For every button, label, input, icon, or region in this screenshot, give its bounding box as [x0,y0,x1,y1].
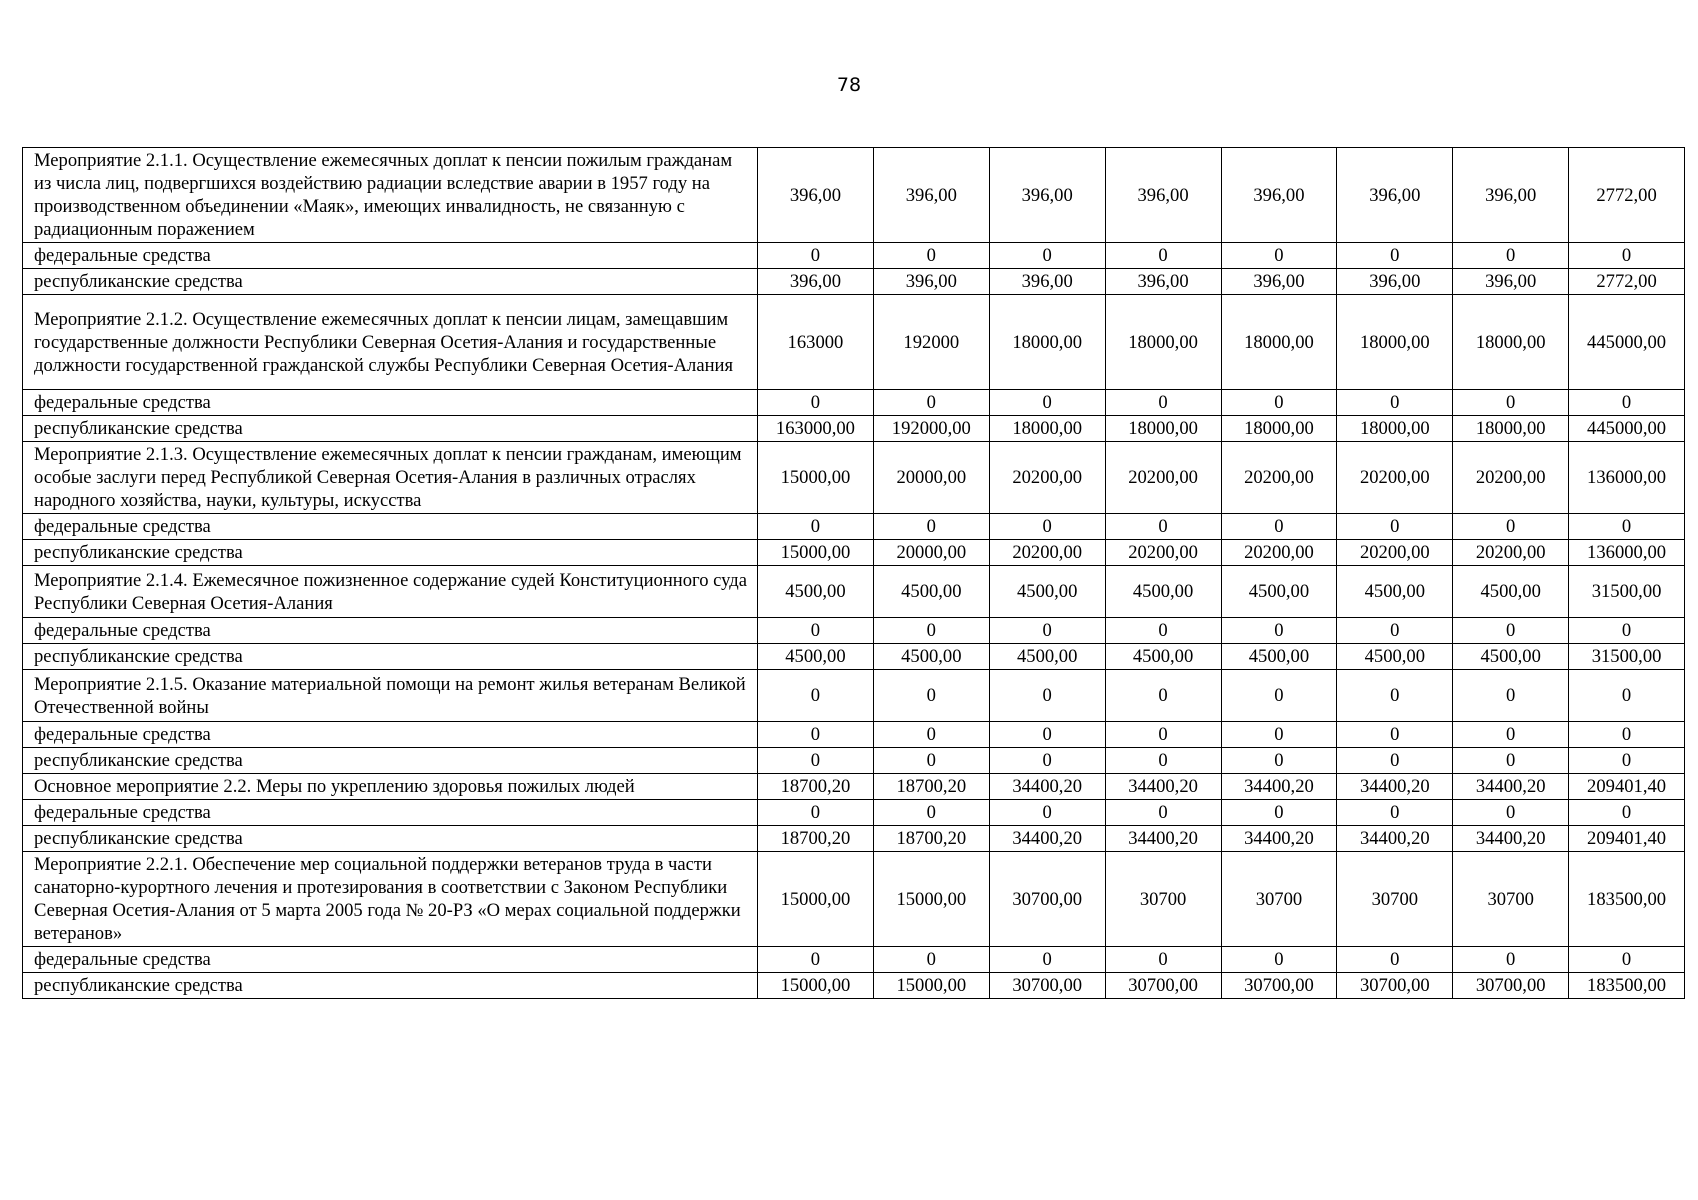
value-cell: 4500,00 [873,566,989,618]
row-label: республиканские средства [23,826,758,852]
value-cell: 30700,00 [989,973,1105,999]
value-cell: 4500,00 [1221,644,1337,670]
value-cell: 396,00 [1453,148,1569,243]
value-cell: 34400,20 [1453,774,1569,800]
value-cell: 18000,00 [1221,416,1337,442]
value-cell: 0 [1453,514,1569,540]
value-cell: 396,00 [758,148,874,243]
value-cell: 18000,00 [1221,295,1337,390]
value-cell: 20000,00 [873,540,989,566]
value-cell: 0 [873,947,989,973]
row-label: федеральные средства [23,800,758,826]
value-cell: 30700 [1337,852,1453,947]
value-cell: 4500,00 [758,644,874,670]
value-cell: 18000,00 [1453,295,1569,390]
value-cell: 0 [1453,748,1569,774]
value-cell: 396,00 [1221,148,1337,243]
value-cell: 0 [1337,748,1453,774]
value-cell: 0 [758,514,874,540]
value-cell: 0 [758,390,874,416]
value-cell: 0 [1453,390,1569,416]
value-cell: 18700,20 [873,774,989,800]
value-cell: 0 [758,947,874,973]
value-cell: 31500,00 [1569,644,1685,670]
value-cell: 20200,00 [1221,540,1337,566]
value-cell: 0 [1105,800,1221,826]
value-cell: 0 [1337,618,1453,644]
value-cell: 0 [1221,947,1337,973]
value-cell: 30700,00 [1221,973,1337,999]
value-cell: 0 [873,514,989,540]
table-row [23,269,1685,295]
value-cell: 396,00 [1221,269,1337,295]
row-label: республиканские средства [23,644,758,670]
value-cell: 0 [989,748,1105,774]
value-cell: 20200,00 [1105,540,1221,566]
value-cell: 30700,00 [1337,973,1453,999]
value-cell: 18000,00 [1337,295,1453,390]
row-label: федеральные средства [23,722,758,748]
value-cell: 0 [758,722,874,748]
value-cell: 0 [989,947,1105,973]
row-label: республиканские средства [23,973,758,999]
value-cell: 18700,20 [758,774,874,800]
value-cell: 0 [989,670,1105,722]
value-cell: 0 [758,800,874,826]
value-cell: 0 [1221,243,1337,269]
row-label: Мероприятие 2.1.4. Ежемесячное пожизненное содержание судей Конституционного суда Республики Северная Осетия-Алания [23,566,758,618]
value-cell: 20200,00 [1221,442,1337,514]
value-cell: 30700 [1221,852,1337,947]
value-cell: 0 [1337,947,1453,973]
value-cell: 192000,00 [873,416,989,442]
value-cell: 4500,00 [989,566,1105,618]
table-row [23,800,1685,826]
value-cell: 34400,20 [1105,774,1221,800]
table-row [23,618,1685,644]
value-cell: 18000,00 [1337,416,1453,442]
table-row [23,540,1685,566]
value-cell: 396,00 [758,269,874,295]
value-cell: 30700,00 [989,852,1105,947]
value-cell: 0 [1221,514,1337,540]
value-cell: 0 [1569,800,1685,826]
value-cell: 396,00 [1337,148,1453,243]
value-cell: 396,00 [989,269,1105,295]
value-cell: 20200,00 [989,540,1105,566]
row-label: республиканские средства [23,748,758,774]
value-cell: 15000,00 [873,852,989,947]
value-cell: 34400,20 [1453,826,1569,852]
row-label: республиканские средства [23,416,758,442]
value-cell: 18000,00 [1453,416,1569,442]
value-cell: 4500,00 [989,644,1105,670]
value-cell: 15000,00 [758,973,874,999]
value-cell: 0 [1569,243,1685,269]
table-row [23,748,1685,774]
value-cell: 209401,40 [1569,774,1685,800]
value-cell: 0 [989,722,1105,748]
value-cell: 34400,20 [1221,826,1337,852]
row-label: федеральные средства [23,243,758,269]
value-cell: 396,00 [1105,269,1221,295]
value-cell: 4500,00 [873,644,989,670]
table-row [23,442,1685,514]
value-cell: 2772,00 [1569,148,1685,243]
value-cell: 0 [758,243,874,269]
value-cell: 15000,00 [873,973,989,999]
value-cell: 18000,00 [1105,416,1221,442]
value-cell: 0 [1453,947,1569,973]
value-cell: 0 [873,670,989,722]
table-row [23,390,1685,416]
value-cell: 0 [1105,670,1221,722]
page-number: 78 [836,74,862,96]
row-label: федеральные средства [23,947,758,973]
value-cell: 15000,00 [758,442,874,514]
value-cell: 0 [1105,514,1221,540]
value-cell: 0 [1569,947,1685,973]
value-cell: 18700,20 [873,826,989,852]
value-cell: 34400,20 [1105,826,1221,852]
value-cell: 30700 [1453,852,1569,947]
value-cell: 20200,00 [1337,442,1453,514]
value-cell: 20200,00 [1453,442,1569,514]
value-cell: 4500,00 [1337,566,1453,618]
value-cell: 192000 [873,295,989,390]
value-cell: 396,00 [1105,148,1221,243]
value-cell: 4500,00 [1105,566,1221,618]
value-cell: 31500,00 [1569,566,1685,618]
value-cell: 0 [1453,722,1569,748]
value-cell: 34400,20 [1337,826,1453,852]
value-cell: 4500,00 [758,566,874,618]
table-row [23,826,1685,852]
value-cell: 20000,00 [873,442,989,514]
value-cell: 34400,20 [1337,774,1453,800]
table-row [23,243,1685,269]
value-cell: 0 [1569,670,1685,722]
value-cell: 0 [873,800,989,826]
value-cell: 0 [1337,390,1453,416]
value-cell: 0 [1221,390,1337,416]
value-cell: 163000 [758,295,874,390]
table-row [23,148,1685,243]
value-cell: 0 [1337,243,1453,269]
value-cell: 0 [758,618,874,644]
value-cell: 0 [873,618,989,644]
value-cell: 30700,00 [1105,973,1221,999]
table-row [23,947,1685,973]
value-cell: 34400,20 [989,826,1105,852]
value-cell: 163000,00 [758,416,874,442]
row-label: Мероприятие 2.2.1. Обеспечение мер социальной поддержки ветеранов труда в части санаторно-курортного лечения и протезирования в соответствии с Законом Республики Северная Осетия-Алания от 5 марта 2005 года № 20-РЗ «О мерах социальной поддержки ветеранов» [23,852,758,947]
value-cell: 136000,00 [1569,540,1685,566]
value-cell: 18000,00 [1105,295,1221,390]
row-label: Мероприятие 2.1.1. Осуществление ежемесячных доплат к пенсии пожилым гражданам из числа лиц, подвергшихся воздействию радиации вследствие аварии в 1957 году на производственном объединении «Маяк», имеющих инвалидность, не связанную с радиационным поражением [23,148,758,243]
value-cell: 0 [1221,618,1337,644]
value-cell: 0 [1221,800,1337,826]
table-row [23,973,1685,999]
value-cell: 18000,00 [989,295,1105,390]
value-cell: 183500,00 [1569,852,1685,947]
value-cell: 15000,00 [758,852,874,947]
value-cell: 0 [758,748,874,774]
value-cell: 0 [1337,670,1453,722]
value-cell: 0 [1569,748,1685,774]
value-cell: 396,00 [1337,269,1453,295]
value-cell: 0 [1453,618,1569,644]
table-row [23,852,1685,947]
value-cell: 0 [1569,390,1685,416]
value-cell: 0 [1453,670,1569,722]
value-cell: 18000,00 [989,416,1105,442]
table-row [23,514,1685,540]
value-cell: 0 [1453,243,1569,269]
value-cell: 0 [1569,618,1685,644]
value-cell: 0 [1337,722,1453,748]
value-cell: 4500,00 [1105,644,1221,670]
row-label: Мероприятие 2.1.5. Оказание материальной помощи на ремонт жилья ветеранам Великой Отечественной войны [23,670,758,722]
value-cell: 4500,00 [1221,566,1337,618]
value-cell: 0 [1105,390,1221,416]
value-cell: 0 [873,390,989,416]
value-cell: 18700,20 [758,826,874,852]
row-label: федеральные средства [23,514,758,540]
value-cell: 0 [1105,748,1221,774]
table-row [23,416,1685,442]
value-cell: 445000,00 [1569,416,1685,442]
value-cell: 20200,00 [1453,540,1569,566]
table-row [23,774,1685,800]
row-label: Мероприятие 2.1.2. Осуществление ежемесячных доплат к пенсии лицам, замещавшим государственные должности Республики Северная Осетия-Алания и государственные должности государственной гражданской службы Республики Северная Осетия-Алания [23,295,758,390]
value-cell: 34400,20 [989,774,1105,800]
value-cell: 0 [989,800,1105,826]
value-cell: 20200,00 [989,442,1105,514]
table-row [23,722,1685,748]
row-label: федеральные средства [23,390,758,416]
budget-table [22,147,1685,999]
value-cell: 20200,00 [1105,442,1221,514]
value-cell: 396,00 [873,148,989,243]
value-cell: 4500,00 [1453,566,1569,618]
value-cell: 396,00 [1453,269,1569,295]
value-cell: 30700,00 [1453,973,1569,999]
value-cell: 4500,00 [1453,644,1569,670]
value-cell: 0 [1337,800,1453,826]
row-label: республиканские средства [23,269,758,295]
value-cell: 30700 [1105,852,1221,947]
value-cell: 0 [1105,243,1221,269]
value-cell: 0 [989,243,1105,269]
value-cell: 0 [989,618,1105,644]
value-cell: 0 [1221,670,1337,722]
value-cell: 4500,00 [1337,644,1453,670]
value-cell: 0 [989,514,1105,540]
row-label: Основное мероприятие 2.2. Меры по укреплению здоровья пожилых людей [23,774,758,800]
value-cell: 34400,20 [1221,774,1337,800]
value-cell: 20200,00 [1337,540,1453,566]
value-cell: 0 [873,748,989,774]
row-label: Мероприятие 2.1.3. Осуществление ежемесячных доплат к пенсии гражданам, имеющим особые заслуги перед Республикой Северная Осетия-Алания в различных отраслях народного хозяйства, науки, культуры, искусства [23,442,758,514]
value-cell: 0 [873,243,989,269]
value-cell: 0 [1337,514,1453,540]
value-cell: 15000,00 [758,540,874,566]
row-label: республиканские средства [23,540,758,566]
row-label: федеральные средства [23,618,758,644]
value-cell: 0 [1221,748,1337,774]
value-cell: 396,00 [873,269,989,295]
table-row [23,295,1685,390]
value-cell: 183500,00 [1569,973,1685,999]
value-cell: 0 [1569,722,1685,748]
value-cell: 0 [873,722,989,748]
value-cell: 0 [1105,722,1221,748]
table-row [23,566,1685,618]
value-cell: 136000,00 [1569,442,1685,514]
value-cell: 0 [1221,722,1337,748]
value-cell: 0 [989,390,1105,416]
value-cell: 0 [758,670,874,722]
value-cell: 445000,00 [1569,295,1685,390]
value-cell: 0 [1105,618,1221,644]
table-row [23,670,1685,722]
value-cell: 0 [1453,800,1569,826]
value-cell: 0 [1569,514,1685,540]
value-cell: 2772,00 [1569,269,1685,295]
value-cell: 0 [1105,947,1221,973]
value-cell: 396,00 [989,148,1105,243]
value-cell: 209401,40 [1569,826,1685,852]
table-row [23,644,1685,670]
